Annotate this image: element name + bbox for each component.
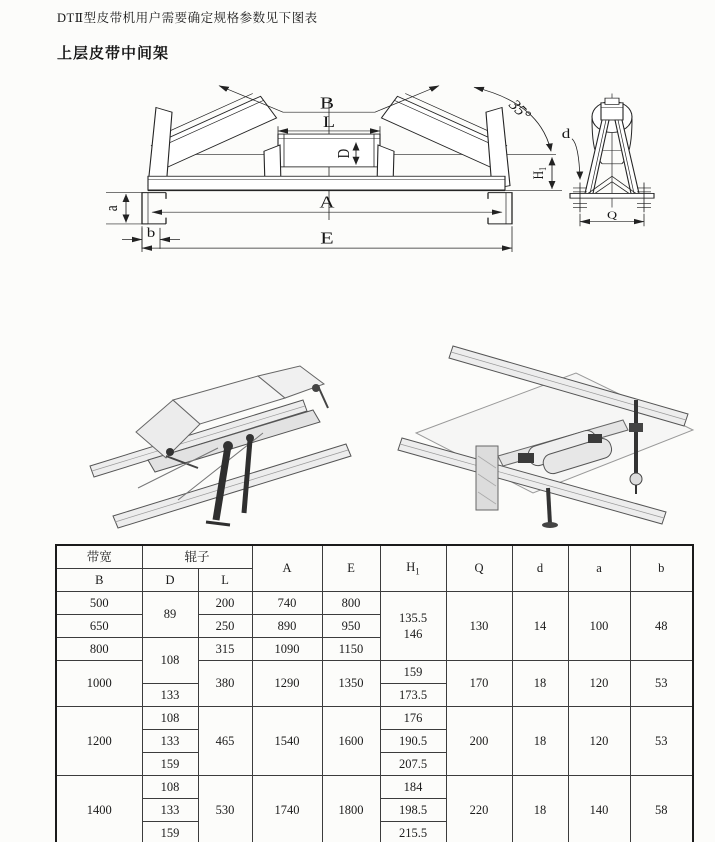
table-cell: 1400 [56,776,142,842]
table-cell: 1800 [322,776,380,842]
dim-label-D: D [334,148,354,159]
table-cell: 800 [56,638,142,661]
side-view [570,93,654,226]
doc-title: DTⅡ型皮带机用户需要确定规格参数见下图表 [57,11,318,25]
dim-label-Q: Q [606,208,618,222]
header-cell: D [142,569,198,592]
table-cell: 159 [380,661,446,684]
header-cell: 带宽 [56,545,142,569]
table-cell: 100 [568,592,630,661]
table-cell: 89 [142,592,198,638]
section-title: 上层皮带中间架 [57,46,170,62]
table-cell: 530 [198,776,252,842]
table-cell: 159 [142,822,198,842]
dim-label-L: L [322,113,336,131]
table-cell: 58 [630,776,693,842]
table-cell: 1090 [252,638,322,661]
table-cell: 133 [142,730,198,753]
table-cell: 740 [252,592,322,615]
table-cell: 53 [630,707,693,776]
table-cell: 130 [446,592,512,661]
table-cell: 950 [322,615,380,638]
table-cell: 215.5 [380,822,446,842]
isometric-view-left [90,366,351,528]
table-cell: 220 [446,776,512,842]
header-cell: $H_1$ [380,545,446,592]
table-cell: 140 [568,776,630,842]
table-row [56,776,693,799]
table-cell: 108 [142,707,198,730]
table-cell: 14 [512,592,568,661]
table-row [56,592,693,615]
dimension-diagram [0,70,715,320]
header-cell: E [322,545,380,592]
table-cell: 650 [56,615,142,638]
dim-label-b: b [146,225,156,241]
table-cell: 108 [142,776,198,799]
table-cell: 380 [198,661,252,707]
dim-label-d: d [561,126,571,142]
dim-label-angle: 35° [504,97,535,123]
header-cell: 辊子 [142,545,252,569]
header-cell: Q [446,545,512,592]
table-cell: 133 [142,684,198,707]
dim-label-h1: $H_1$ [529,166,549,180]
table-cell: 890 [252,615,322,638]
table-cell: 315 [198,638,252,661]
table-cell: 1540 [252,707,322,776]
header-cell: a [568,545,630,592]
dim-label-E: E [320,228,334,248]
table-cell: 18 [512,776,568,842]
spec-table-header [56,545,693,592]
spec-table-body [56,592,693,842]
table-cell: 1000 [56,661,142,707]
table-cell: 1600 [322,707,380,776]
table-cell: 1350 [322,661,380,707]
table-cell: 18 [512,661,568,707]
table-cell: 1200 [56,707,142,776]
table-cell: 200 [446,707,512,776]
table-cell: 176 [380,707,446,730]
header-cell: B [56,569,142,592]
dim-label-a: a [102,205,122,212]
table-row [56,707,693,730]
dim-label-B: B [319,94,334,113]
table-cell: 198.5 [380,799,446,822]
table-cell: 170 [446,661,512,707]
table-cell: 48 [630,592,693,661]
isometric-view-right [398,346,693,528]
spec-table [55,544,694,842]
table-cell: 1150 [322,638,380,661]
table-cell: 135.5 146 [380,592,446,661]
table-cell: 500 [56,592,142,615]
table-cell: 120 [568,707,630,776]
table-cell: 465 [198,707,252,776]
table-cell: 250 [198,615,252,638]
table-cell: 159 [142,753,198,776]
table-cell: 53 [630,661,693,707]
header-cell: A [252,545,322,592]
header-cell: b [630,545,693,592]
table-cell: 184 [380,776,446,799]
table-cell: 133 [142,799,198,822]
isometric-views [0,320,715,535]
table-cell: 108 [142,638,198,684]
header-cell: d [512,545,568,592]
table-cell: 18 [512,707,568,776]
table-row [56,545,693,569]
table-cell: 190.5 [380,730,446,753]
header-cell: L [198,569,252,592]
dim-label-A: A [319,193,335,212]
table-cell: 207.5 [380,753,446,776]
table-cell: 200 [198,592,252,615]
table-cell: 120 [568,661,630,707]
table-cell: 173.5 [380,684,446,707]
table-cell: 1740 [252,776,322,842]
table-cell: 800 [322,592,380,615]
table-cell: 1290 [252,661,322,707]
